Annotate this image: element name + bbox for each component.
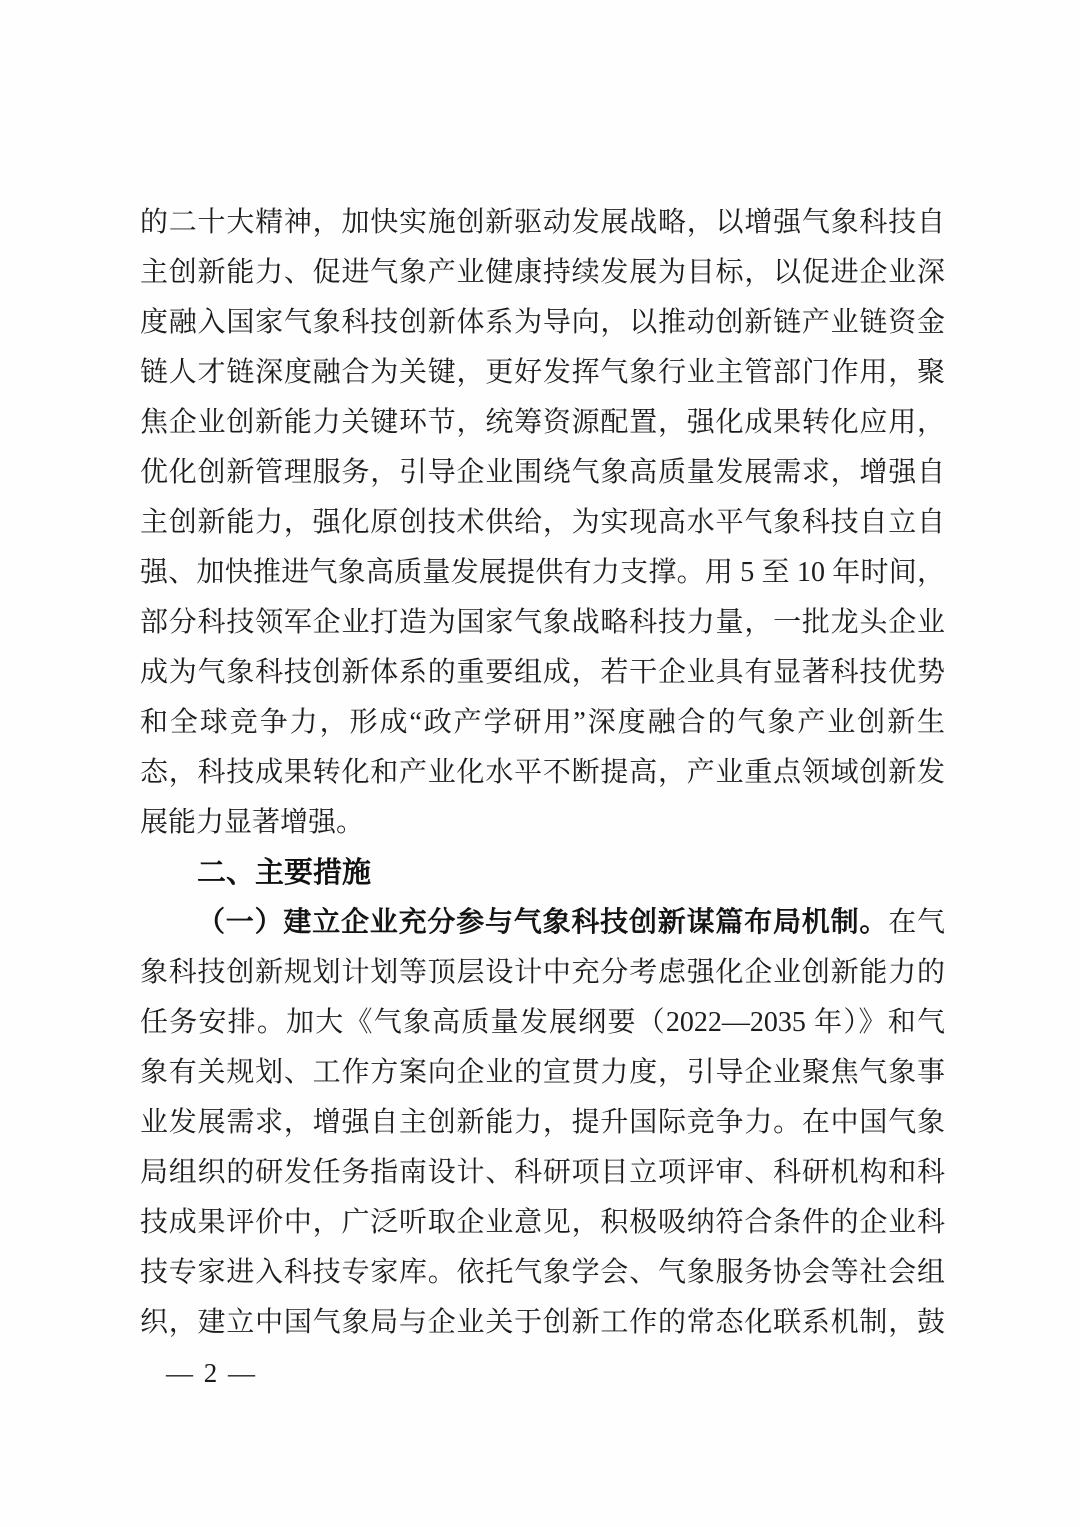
paragraph1-line: 成为气象科技创新体系的重要组成，若干企业具有显著科技优势 <box>140 657 945 688</box>
paragraph2-line: 技专家进入科技专家库。依托气象学会、气象服务协会等社会组 <box>140 1257 945 1288</box>
paragraph1-line: 和全球竞争力，形成“政产学研用”深度融合的气象产业创新生 <box>140 707 945 738</box>
section-heading: 二、主要措施 <box>197 857 372 889</box>
paragraph2-lead-rest: 在气 <box>888 907 945 938</box>
paragraph1-line: 强、加快推进气象高质量发展提供有力支撑。用 5 至 10 年时间， <box>140 557 945 588</box>
paragraph2-line: 象有关规划、工作方案向企业的宣贯力度，引导企业聚焦气象事 <box>140 1057 945 1088</box>
paragraph2-line: 业发展需求，增强自主创新能力，提升国际竞争力。在中国气象 <box>140 1107 945 1138</box>
subsection-title: （一）建立企业充分参与气象科技创新谋篇布局机制。 <box>197 907 889 938</box>
paragraph1-line: 链人才链深度融合为关键，更好发挥气象行业主管部门作用，聚 <box>140 357 945 388</box>
paragraph1-line: 优化创新管理服务，引导企业围绕气象高质量发展需求，增强自 <box>140 457 945 488</box>
paragraph2-line: 技成果评价中，广泛听取企业意见，积极吸纳符合条件的企业科 <box>140 1207 945 1238</box>
paragraph1-line: 的二十大精神，加快实施创新驱动发展战略，以增强气象科技自 <box>140 207 945 238</box>
paragraph1-line: 主创新能力，强化原创技术供给，为实现高水平气象科技自立自 <box>140 507 945 538</box>
paragraph1-line: 度融入国家气象科技创新体系为导向，以推动创新链产业链资金 <box>140 307 945 338</box>
paragraph1-line: 部分科技领军企业打造为国家气象战略科技力量，一批龙头企业 <box>140 607 945 638</box>
document-body <box>140 198 945 1348</box>
paragraph2-line: 局组织的研发任务指南设计、科研项目立项评审、科研机构和科 <box>140 1157 945 1188</box>
paragraph1-line: 主创新能力、促进气象产业健康持续发展为目标，以促进企业深 <box>140 257 945 288</box>
paragraph2-line: 织，建立中国气象局与企业关于创新工作的常态化联系机制，鼓 <box>140 1307 945 1338</box>
page-number: — 2 — <box>166 1358 257 1388</box>
paragraph2-lead-line <box>140 898 945 948</box>
paragraph1-line: 态，科技成果转化和产业化水平不断提高，产业重点领域创新发 <box>140 757 945 788</box>
paragraph1-line: 焦企业创新能力关键环节，统筹资源配置，强化成果转化应用， <box>140 407 945 438</box>
paragraph2-line: 象科技创新规划计划等顶层设计中充分考虑强化企业创新能力的 <box>140 957 945 988</box>
paragraph2-line: 任务安排。加大《气象高质量发展纲要（2022—2035 年）》和气 <box>140 1007 945 1038</box>
paragraph1-last-line: 展能力显著增强。 <box>140 807 365 838</box>
